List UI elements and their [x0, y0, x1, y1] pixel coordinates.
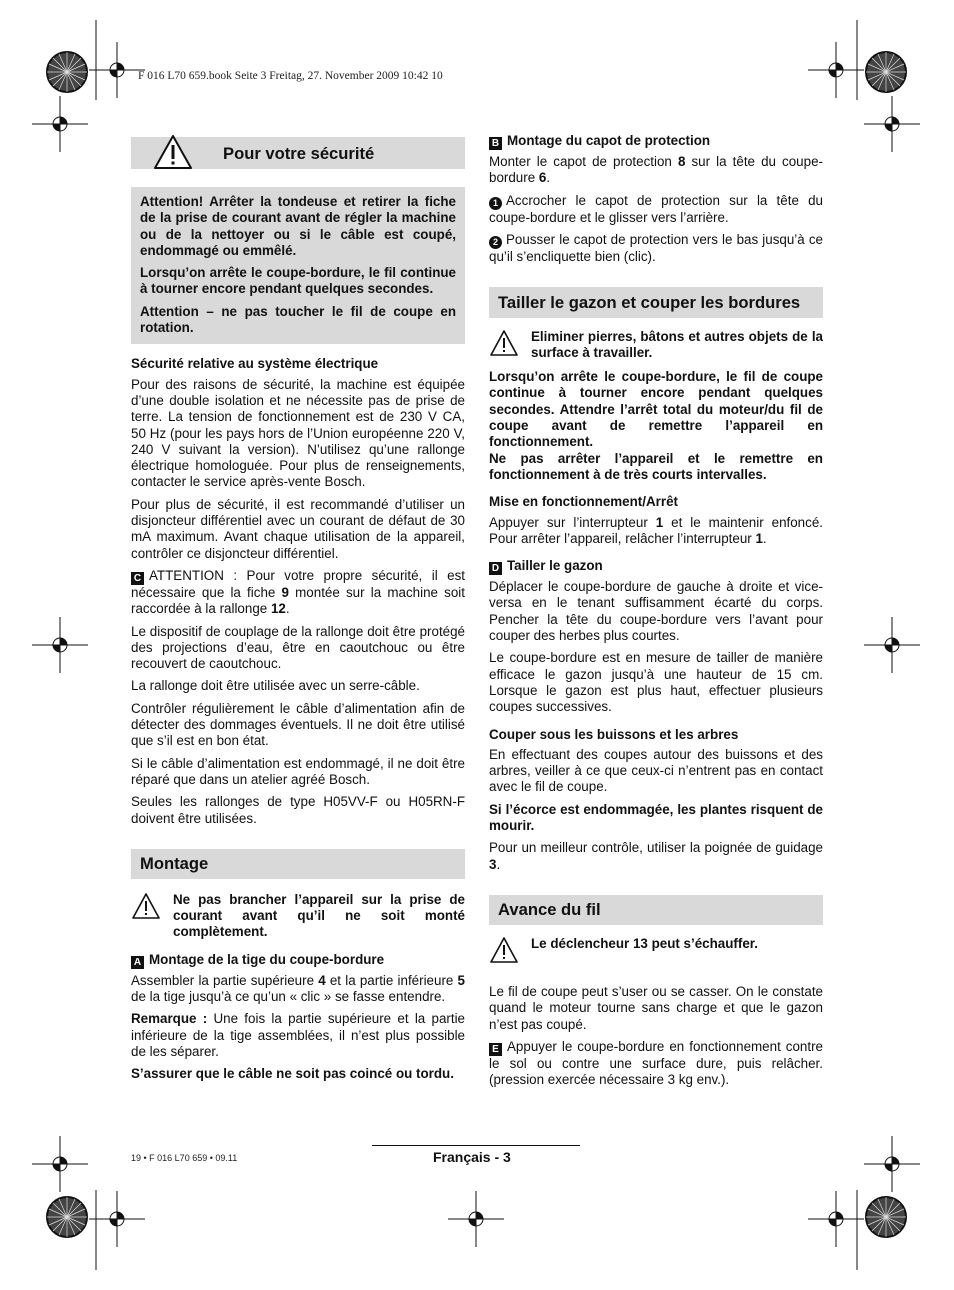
- tailler-gazon-p1: Déplacer le coupe-bordure de gauche à droite et vice-versa en le tenant suffisamment écarté du corps. Pencher la tête du coupe-bordure vers l’avant pour couper des herbes plus courtes.: [489, 579, 823, 644]
- figure-b-badge: B: [489, 137, 502, 150]
- step-2-icon: 2: [489, 236, 502, 249]
- section-safety-heading: [131, 137, 465, 169]
- figure-e-badge: E: [489, 1043, 502, 1056]
- capot-step-1: 1 Accrocher le capot de protection sur la tête du coupe-bordure et le glisser vers l’arrière.: [489, 192, 823, 225]
- onoff-title: Mise en fonctionnement/Arrêt: [489, 494, 678, 510]
- warning-icon: [489, 329, 519, 357]
- capot-p1: Monter le capot de protection 8 sur la tête du coupe-bordure 6.: [489, 154, 823, 186]
- section-montage-heading: Montage: [131, 849, 465, 879]
- montage-warning: Ne pas brancher l’appareil sur la prise de courant avant qu’il ne soit monté complètement.: [131, 892, 465, 941]
- electrical-p5: La rallonge doit être utilisée avec un serre-câble.: [131, 678, 420, 694]
- bush-bold: Si l’écorce est endommagée, les plantes risquent de mourir.: [489, 801, 823, 834]
- figure-c-badge: C: [131, 572, 144, 585]
- bush-p: En effectuant des coupes autour des buissons et des arbres, veiller à ce que ceux-ci n’entrent pas en contact avec le fil de coupe.: [489, 746, 823, 795]
- warning-icon: [131, 892, 161, 920]
- tailler-bold-1: Lorsqu’on arrête le coupe-bordure, le fil de coupe continue à tourner encore pendant quelques secondes. Attendre l’arrêt total du moteur/du fil de coupe avant de remettre l’appareil en fonctionnement.: [489, 369, 823, 450]
- figure-a-badge: A: [131, 956, 144, 969]
- capot-title: B Montage du capot de protection: [489, 133, 823, 150]
- electrical-p1: Pour des raisons de sécurité, la machine est équipée d’une double isolation et ne nécessite pas de prise de terre. La tension de fonctionnement est de 230 V CA, 50 Hz (pour les pays hors de l’Union européenne 220 V, 240 V suivant la version). N’utilisez qu’une rallonge électrique homologuée. Pour plus de renseignements, contacter le service après-vente Bosch.: [131, 376, 465, 490]
- tailler-warning: Eliminer pierres, bâtons et autres objets de la surface à travailler.: [489, 329, 823, 363]
- footer-rule: [372, 1145, 580, 1146]
- safety-title: Pour votre sécurité: [223, 143, 375, 163]
- footer-page-label: Français - 3: [433, 1149, 511, 1165]
- warning-icon: [489, 936, 519, 964]
- tailler-bold-2: Ne pas arrêter l’appareil et le remettre en fonctionnement à de très courts intervalles.: [489, 450, 823, 482]
- montage-a-p1: Assembler la partie supérieure 4 et la partie inférieure 5 de la tige jusqu’à ce qu’un « clic » se fasse entendre.: [131, 972, 465, 1004]
- tailler-gazon-p2: Le coupe-bordure est en mesure de tailler de manière efficace le gazon jusqu’à une hauteur de 15 cm. Lorsque le gazon est plus haut, effectuer plusieurs coupes successives.: [489, 650, 823, 715]
- guide-p: Pour un meilleur contrôle, utiliser la poignée de guidage 3.: [489, 840, 823, 872]
- safety-warning-1: Attention! Arrêter la tondeuse et retirer la fiche de la prise de courant avant de régler la machine ou de la nettoyer ou si le câble est coupé, endommagé ou emmêlé.: [140, 194, 456, 258]
- electrical-p8: Seules les rallonges de type H05VV-F ou H05RN-F doivent être utilisées.: [131, 794, 465, 826]
- electrical-p6: Contrôler régulièrement le câble d’alimentation afin de détecter des dommages éventuels. Il ne doit être utilisé que s’il est en bon état.: [131, 700, 465, 749]
- safety-warning-box: [131, 187, 465, 344]
- electrical-p2: Pour plus de sécurité, il est recommandé d’utiliser un disjoncteur différentiel avec un courant de défaut de 30 mA maximum. Avant chaque utilisation de la appareil, contrôler ce disjoncteur différentiel.: [131, 496, 465, 561]
- right-column: [489, 133, 823, 1094]
- avance-p1: Le fil de coupe peut s’user ou se casser. On le constate quand le moteur tourne sans charge et que le gazon n’est pas coupé.: [489, 983, 823, 1032]
- montage-a-title: A Montage de la tige du coupe-bordure: [131, 952, 465, 969]
- left-column: [131, 137, 465, 1088]
- step-1-icon: 1: [489, 197, 502, 210]
- onoff-p: Appuyer sur l’interrupteur 1 et le maintenir enfoncé. Pour arrêter l’appareil, relâcher l’interrupteur 1.: [489, 514, 823, 546]
- avance-warning: Le déclencheur 13 peut s’échauffer.: [489, 936, 823, 978]
- safety-warning-2: Lorsqu’on arrête le coupe-bordure, le fil continue à tourner encore pendant quelques secondes.: [140, 265, 456, 297]
- electrical-p7: Si le câble d’alimentation est endommagé, il ne doit être réparé que dans un atelier agréé Bosch.: [131, 755, 465, 787]
- electrical-safety-title: Sécurité relative au système électrique: [131, 356, 379, 372]
- electrical-p3: C ATTENTION : Pour votre propre sécurité, il est nécessaire que la fiche 9 montée sur la machine soit raccordée à la rallonge 12.: [131, 567, 465, 617]
- bush-title: Couper sous les buissons et les arbres: [489, 726, 739, 742]
- avance-e-p: E Appuyer le coupe-bordure en fonctionnement contre le sol ou contre une surface dure, puis relâcher. (pression exercée nécessaire 3 kg env.).: [489, 1038, 823, 1088]
- figure-d-badge: D: [489, 562, 502, 575]
- warning-icon: [153, 134, 193, 170]
- electrical-p4: Le dispositif de couplage de la rallonge doit être protégé des projections d’eau, être en caoutchouc ou être recouvert de caoutchouc.: [131, 623, 465, 672]
- section-tailler-heading: Tailler le gazon et couper les bordures: [489, 287, 823, 318]
- capot-step-2: 2 Pousser le capot de protection vers le bas jusqu’à ce qu’il s’encliquette bien (clic).: [489, 231, 823, 264]
- tailler-gazon-title: D Tailler le gazon: [489, 558, 823, 575]
- footer-code: 19 • F 016 L70 659 • 09.11: [131, 1153, 238, 1163]
- montage-cable-note: S’assurer que le câble ne soit pas coincé ou tordu.: [131, 1066, 454, 1082]
- safety-warning-3: Attention – ne pas toucher le fil de coupe en rotation.: [140, 303, 456, 336]
- book-header: F 016 L70 659.book Seite 3 Freitag, 27. November 2009 10:42 10: [138, 70, 443, 82]
- montage-remark: Remarque : Une fois la partie supérieure et la partie inférieure de la tige assemblées, il n’est plus possible de les séparer.: [131, 1011, 465, 1059]
- section-avance-heading: Avance du fil: [489, 895, 823, 925]
